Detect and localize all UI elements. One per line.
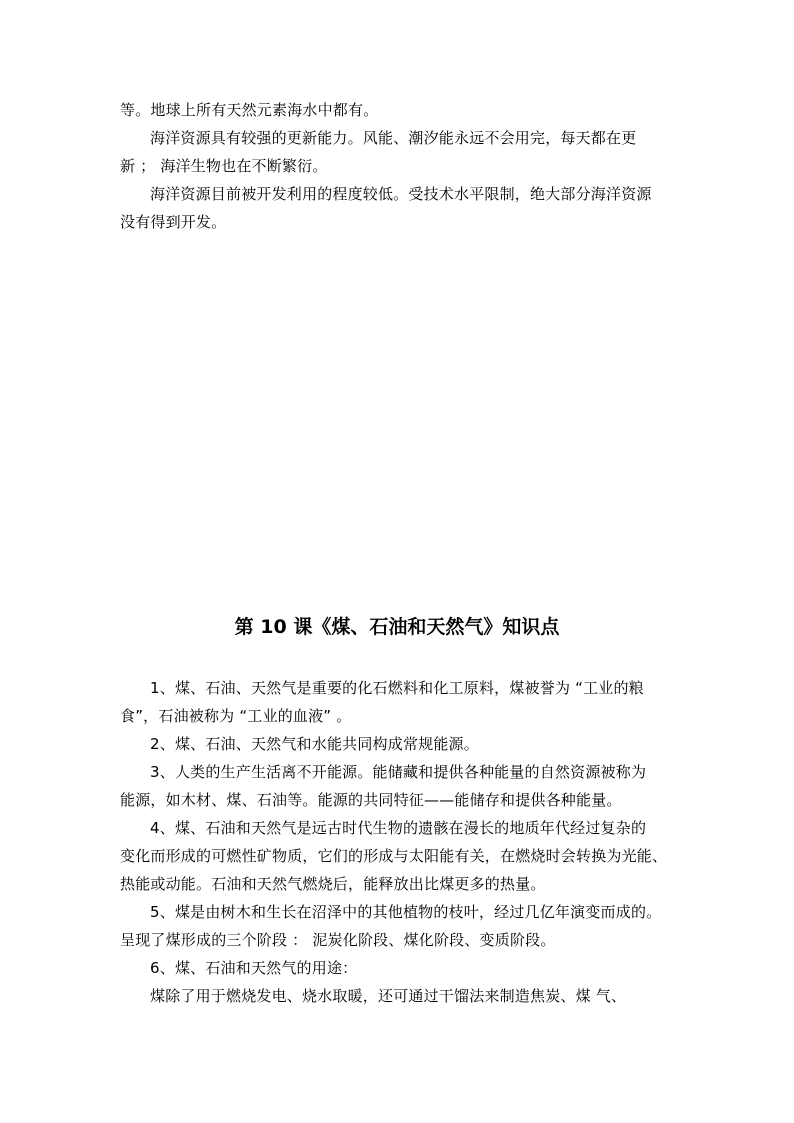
paragraph-line: 1、煤、石油、天然气是重要的化石燃料和化工原料，煤被誉为 “工业的粮 (150, 679, 644, 697)
paragraph-line: 3、人类的生产生活离不开能源。能储藏和提供各种能量的自然资源被称为 (150, 763, 647, 781)
paragraph-line: 变化而形成的可燃性矿物质，它们的形成与太阳能有关，在燃烧时会转换为光能、 (120, 847, 668, 865)
paragraph-line: 5、煤是由树木和生长在沼泽中的其他植物的枝叶，经过几亿年演变而成的。 (150, 903, 662, 921)
paragraph-line: 没有得到开发。 (120, 213, 227, 231)
paragraph-line: 能源，如木材、煤、石油等。能源的共同特征——能储存和提供各种能量。 (120, 791, 622, 809)
paragraph-line: 呈现了煤形成的三个阶段 ： 泥炭化阶段、煤化阶段、变质阶段。 (120, 931, 556, 949)
paragraph-line: 食”，石油被称为 “工业的血液” 。 (120, 707, 352, 725)
paragraph-line: 热能或动能。石油和天然气燃烧后，能释放出比煤更多的热量。 (120, 875, 546, 893)
paragraph-line: 海洋资源目前被开发利用的程度较低。受技术水平限制，绝大部分海洋资源 (150, 185, 652, 203)
paragraph-line: 2、煤、石油、天然气和水能共同构成常规能源。 (150, 735, 479, 753)
lesson-title: 第 10 课《煤、石油和天然气》知识点 (234, 616, 560, 638)
paragraph-line: 煤除了用于燃烧发电、烧水取暖，还可通过干馏法来制造焦炭、煤 气、 (150, 987, 627, 1005)
paragraph-line: 海洋资源具有较强的更新能力。风能、潮汐能永远不会用完，每天都在更 (150, 129, 637, 147)
paragraph-line: 4、煤、石油和天然气是远古时代生物的遗骸在漫长的地质年代经过复杂的 (150, 819, 647, 837)
paragraph-line: 6、煤、石油和天然气的用途： (150, 959, 358, 977)
paragraph-line: 等。地球上所有天然元素海水中都有。 (120, 101, 379, 119)
paragraph-line: 新 ； 海洋生物也在不断繁衍。 (120, 157, 328, 175)
